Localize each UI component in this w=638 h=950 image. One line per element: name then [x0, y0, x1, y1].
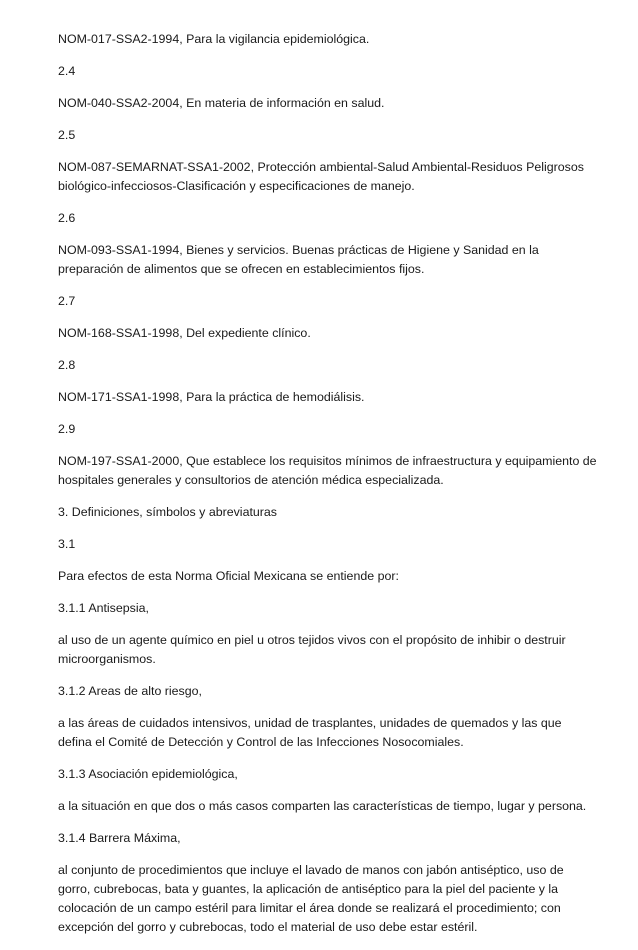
term-asociacion-epidemiologica: 3.1.3 Asociación epidemiológica, — [58, 767, 238, 781]
definition-asociacion-epidemiologica: a la situación en que dos o más casos comparten las características de tiempo, lugar y persona. — [58, 799, 587, 813]
section-number-2-9: 2.9 — [58, 422, 76, 436]
reference-nom-093: NOM-093-SSA1-1994, Bienes y servicios. Buenas prácticas de Higiene y Sanidad en la preparación de alimentos que se ofrecen en establecimientos fijos. — [58, 243, 539, 276]
section-number-2-5: 2.5 — [58, 128, 76, 142]
definitions-intro: Para efectos de esta Norma Oficial Mexicana se entiende por: — [58, 569, 399, 583]
term-antisepsia: 3.1.1 Antisepsia, — [58, 601, 149, 615]
reference-nom-168: NOM-168-SSA1-1998, Del expediente clínico. — [58, 326, 311, 340]
term-areas-alto-riesgo: 3.1.2 Areas de alto riesgo, — [58, 684, 202, 698]
definition-barrera-maxima: al conjunto de procedimientos que incluye el lavado de manos con jabón antiséptico, uso de gorro, cubrebocas, bata y guantes, la aplicación de antiséptico para la piel del paciente y la colocación de un campo estéril para limitar el área donde se realizará el procedimiento; con excepción del gorro y cubrebocas, todo el material de uso debe estar estéril. — [58, 863, 564, 934]
definition-antisepsia: al uso de un agente químico en piel u otros tejidos vivos con el propósito de inhibir o destruir microorganismos. — [58, 633, 566, 666]
section-number-2-8: 2.8 — [58, 358, 76, 372]
section-number-3-1: 3.1 — [58, 537, 76, 551]
section-number-2-4: 2.4 — [58, 64, 76, 78]
definition-areas-alto-riesgo: a las áreas de cuidados intensivos, unidad de trasplantes, unidades de quemados y las que defina el Comité de Detección y Control de las Infecciones Nosocomiales. — [58, 716, 562, 749]
reference-nom-017: NOM-017-SSA2-1994, Para la vigilancia epidemiológica. — [58, 32, 370, 46]
reference-nom-171: NOM-171-SSA1-1998, Para la práctica de hemodiálisis. — [58, 390, 365, 404]
reference-nom-040: NOM-040-SSA2-2004, En materia de información en salud. — [58, 96, 385, 110]
term-barrera-maxima: 3.1.4 Barrera Máxima, — [58, 831, 181, 845]
section-number-2-7: 2.7 — [58, 294, 76, 308]
document-page — [58, 30, 598, 950]
reference-nom-087: NOM-087-SEMARNAT-SSA1-2002, Protección ambiental-Salud Ambiental-Residuos Peligrosos biológico-infecciosos-Clasificación y especificaciones de manejo. — [58, 160, 584, 193]
section-number-2-6: 2.6 — [58, 211, 76, 225]
section-heading-3: 3. Definiciones, símbolos y abreviaturas — [58, 505, 278, 519]
reference-nom-197: NOM-197-SSA1-2000, Que establece los requisitos mínimos de infraestructura y equipamiento de hospitales generales y consultorios de atención médica especializada. — [58, 454, 597, 487]
